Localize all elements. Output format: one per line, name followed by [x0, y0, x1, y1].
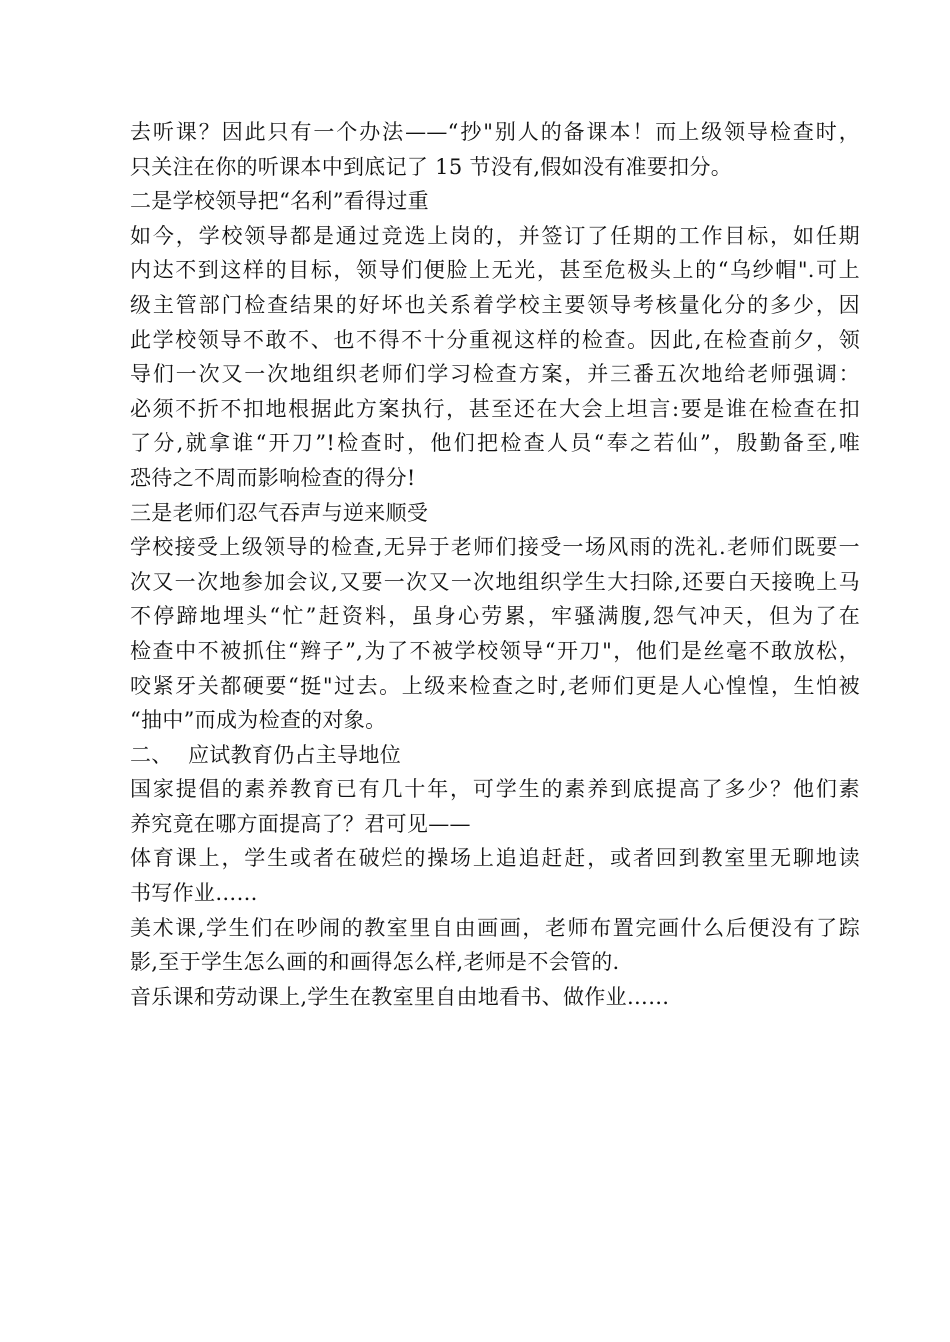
- text-line: 学校接受上级领导的检查,无异于老师们接受一场风雨的洗礼.老师们既要一: [130, 535, 860, 560]
- text-line: 音乐课和劳动课上,学生在教室里自由地看书、做作业……: [130, 984, 670, 1009]
- text-line: 如今，学校领导都是通过竞选上岗的，并签订了任期的工作目标，如任期: [130, 223, 860, 248]
- text-line: 恐待之不周而影响检查的得分!: [130, 465, 416, 490]
- text-line: 了分,就拿谁“开刀”!检查时，他们把检查人员“奉之若仙”，殷勤备至,唯: [130, 431, 860, 456]
- text-line: 养究竟在哪方面提高了？君可见——: [130, 811, 471, 836]
- section-heading-number: 二、: [130, 742, 173, 767]
- text-line: 只关注在你的听课本中到底记了 15 节没有,假如没有准要扣分。: [130, 154, 733, 179]
- text-line: 体育课上，学生或者在破烂的操场上追追赶赶，或者回到教室里无聊地读: [130, 846, 860, 871]
- text-line: 影,至于学生怎么画的和画得怎么样,老师是不会管的.: [130, 950, 620, 975]
- text-line: 咬紧牙关都硬要“挺"过去。上级来检查之时,老师们更是人心惶惶，生怕被: [130, 673, 860, 698]
- document-body: [130, 115, 860, 1014]
- text-line: 国家提倡的素养教育已有几十年，可学生的素养到底提高了多少？他们素: [130, 777, 860, 802]
- subheading: 二是学校领导把“名利”看得过重: [130, 189, 429, 214]
- text-line: 内达不到这样的目标，领导们便脸上无光，甚至危极头上的“乌纱帽".可上: [130, 258, 860, 283]
- text-line: 必须不折不扣地根据此方案执行，甚至还在大会上坦言:要是谁在检查在扣: [130, 396, 860, 421]
- text-line: 检查中不被抓住“辫子”,为了不被学校领导“开刀"，他们是丝毫不敢放松，: [130, 638, 860, 663]
- text-line: 不停蹄地埋头“忙”赶资料，虽身心劳累，牢骚满腹,怨气冲天，但为了在: [130, 604, 860, 629]
- subheading: 三是老师们忍气吞声与逆来顺受: [130, 500, 429, 525]
- text-line: 次又一次地参加会议,又要一次又一次地组织学生大扫除,还要白天接晚上马: [130, 569, 860, 594]
- text-line: 此学校领导不敢不、也不得不十分重视这样的检查。因此,在检查前夕，领: [130, 327, 860, 352]
- text-line: 导们一次又一次地组织老师们学习检查方案，并三番五次地给老师强调：: [130, 362, 860, 387]
- text-line: “抽中”而成为检查的对象。: [130, 708, 387, 733]
- text-line: 级主管部门检查结果的好坏也关系着学校主要领导考核量化分的多少，因: [130, 292, 860, 317]
- section-heading: [130, 738, 860, 773]
- text-line: 美术课,学生们在吵闹的教室里自由画画，老师布置完画什么后便没有了踪: [130, 915, 860, 940]
- text-line: 去听课？因此只有一个办法——“抄"别人的备课本！而上级领导检查时，: [130, 120, 860, 144]
- text-line: 书写作业……: [130, 881, 258, 906]
- section-heading-title: 应试教育仍占主导地位: [188, 742, 401, 767]
